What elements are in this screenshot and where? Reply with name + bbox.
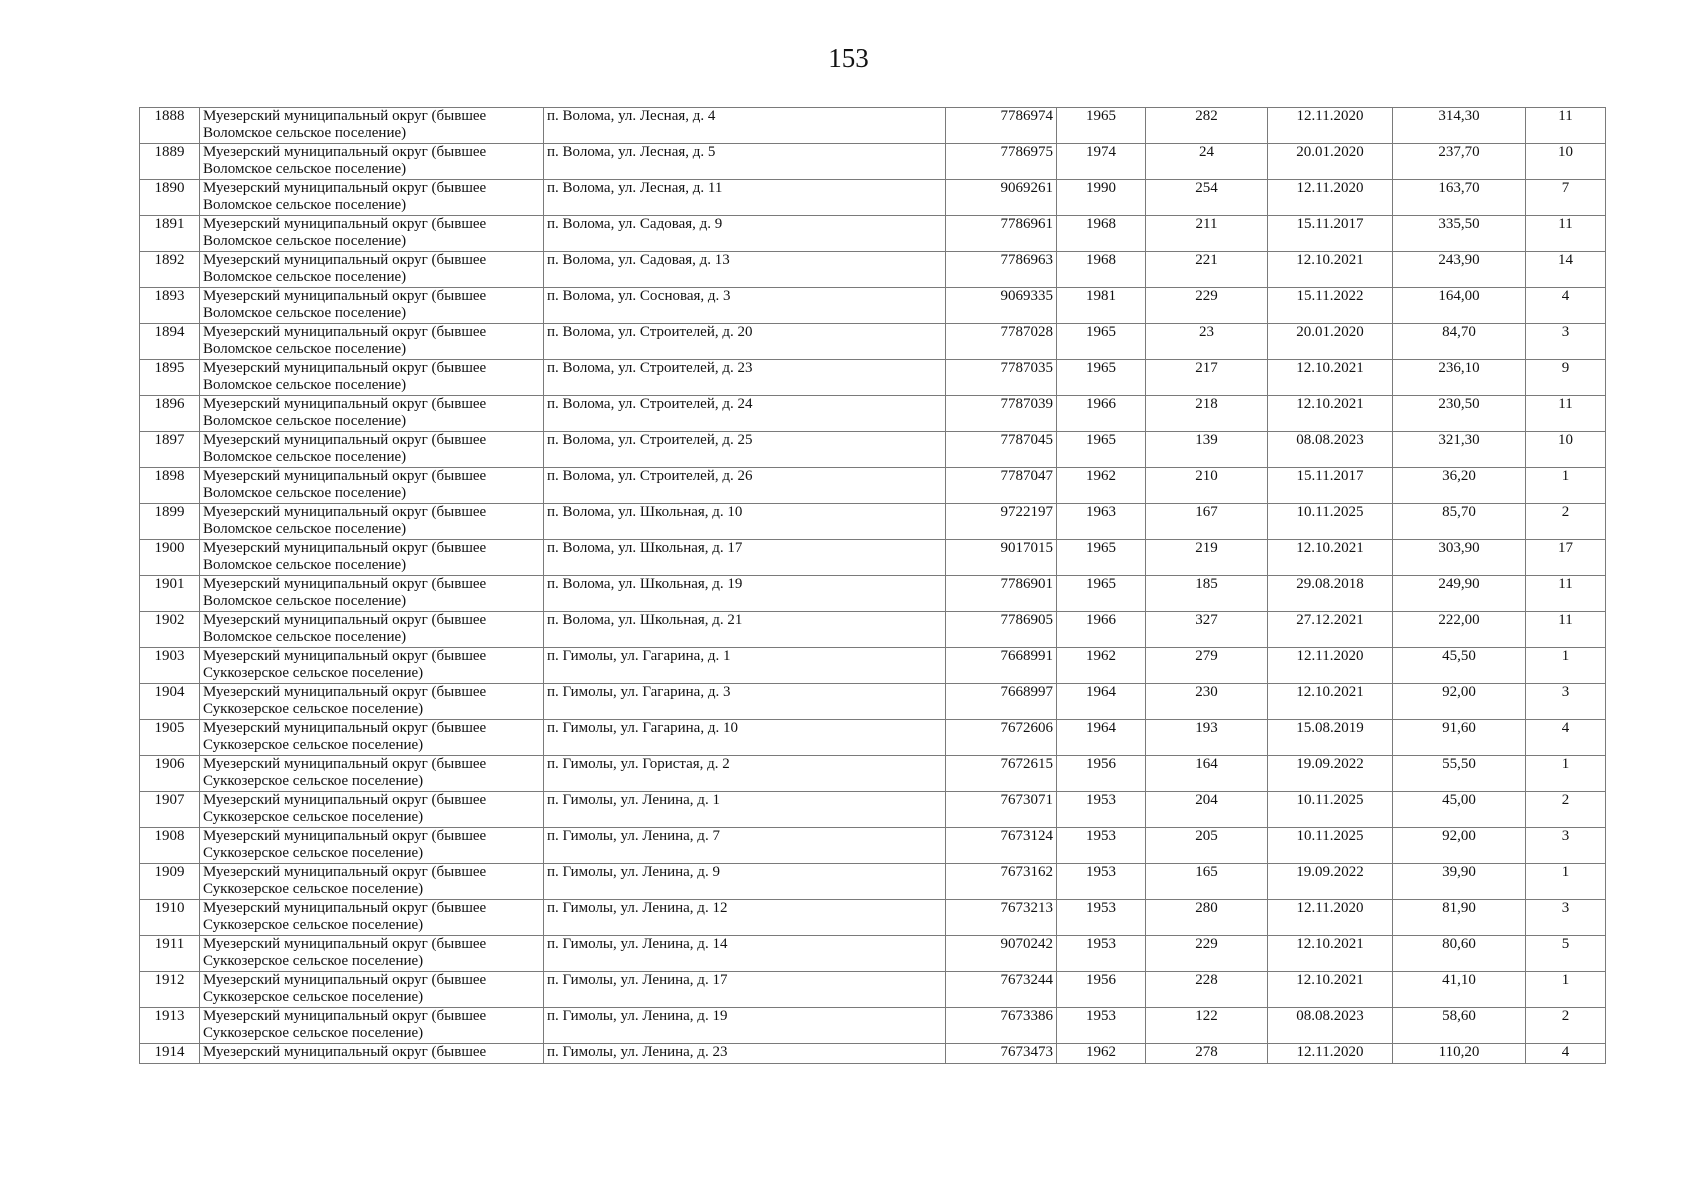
building-code-cell: 7673386 (946, 1008, 1057, 1044)
address-cell: п. Волома, ул. Строителей, д. 23 (544, 360, 946, 396)
building-code-cell: 7786961 (946, 216, 1057, 252)
year-cell: 1953 (1057, 1008, 1146, 1044)
table-row (140, 684, 1606, 720)
row-number-cell: 1907 (140, 792, 200, 828)
address-cell: п. Гимолы, ул. Гагарина, д. 3 (544, 684, 946, 720)
area-cell: 45,00 (1393, 792, 1526, 828)
area-cell: 303,90 (1393, 540, 1526, 576)
date-cell: 12.10.2021 (1268, 252, 1393, 288)
municipality-cell: Муезерский муниципальный округ (бывшее Воломское сельское поселение) (200, 288, 544, 324)
count-cell: 279 (1146, 648, 1268, 684)
table-row (140, 864, 1606, 900)
municipality-cell: Муезерский муниципальный округ (бывшее Суккозерское сельское поселение) (200, 864, 544, 900)
row-number-cell: 1901 (140, 576, 200, 612)
last-value-cell: 1 (1526, 468, 1606, 504)
address-cell: п. Гимолы, ул. Ленина, д. 14 (544, 936, 946, 972)
row-number-cell: 1890 (140, 180, 200, 216)
date-cell: 29.08.2018 (1268, 576, 1393, 612)
row-number-cell: 1909 (140, 864, 200, 900)
building-code-cell: 7786963 (946, 252, 1057, 288)
municipality-cell: Муезерский муниципальный округ (бывшее Воломское сельское поселение) (200, 540, 544, 576)
municipality-cell: Муезерский муниципальный округ (бывшее Воломское сельское поселение) (200, 396, 544, 432)
row-number-cell: 1904 (140, 684, 200, 720)
date-cell: 20.01.2020 (1268, 144, 1393, 180)
municipality-cell: Муезерский муниципальный округ (бывшее Воломское сельское поселение) (200, 180, 544, 216)
date-cell: 12.11.2020 (1268, 648, 1393, 684)
municipality-cell: Муезерский муниципальный округ (бывшее Воломское сельское поселение) (200, 576, 544, 612)
building-code-cell: 9722197 (946, 504, 1057, 540)
last-value-cell: 3 (1526, 684, 1606, 720)
count-cell: 221 (1146, 252, 1268, 288)
table-row (140, 108, 1606, 144)
count-cell: 211 (1146, 216, 1268, 252)
building-code-cell: 7787045 (946, 432, 1057, 468)
year-cell: 1965 (1057, 540, 1146, 576)
municipality-cell: Муезерский муниципальный округ (бывшее Воломское сельское поселение) (200, 108, 544, 144)
address-cell: п. Волома, ул. Строителей, д. 25 (544, 432, 946, 468)
table-row (140, 324, 1606, 360)
area-cell: 81,90 (1393, 900, 1526, 936)
date-cell: 12.10.2021 (1268, 396, 1393, 432)
last-value-cell: 7 (1526, 180, 1606, 216)
count-cell: 254 (1146, 180, 1268, 216)
date-cell: 12.10.2021 (1268, 936, 1393, 972)
address-cell: п. Гимолы, ул. Ленина, д. 9 (544, 864, 946, 900)
date-cell: 12.10.2021 (1268, 684, 1393, 720)
date-cell: 10.11.2025 (1268, 828, 1393, 864)
year-cell: 1953 (1057, 828, 1146, 864)
row-number-cell: 1900 (140, 540, 200, 576)
count-cell: 185 (1146, 576, 1268, 612)
count-cell: 204 (1146, 792, 1268, 828)
building-code-cell: 7786974 (946, 108, 1057, 144)
row-number-cell: 1899 (140, 504, 200, 540)
last-value-cell: 4 (1526, 720, 1606, 756)
municipality-cell: Муезерский муниципальный округ (бывшее Суккозерское сельское поселение) (200, 792, 544, 828)
row-number-cell: 1905 (140, 720, 200, 756)
row-number-cell: 1894 (140, 324, 200, 360)
row-number-cell: 1895 (140, 360, 200, 396)
last-value-cell: 3 (1526, 324, 1606, 360)
year-cell: 1956 (1057, 756, 1146, 792)
table-row (140, 900, 1606, 936)
table-row (140, 1008, 1606, 1044)
area-cell: 84,70 (1393, 324, 1526, 360)
count-cell: 218 (1146, 396, 1268, 432)
table-row (140, 144, 1606, 180)
row-number-cell: 1906 (140, 756, 200, 792)
table-row (140, 432, 1606, 468)
area-cell: 55,50 (1393, 756, 1526, 792)
address-cell: п. Гимолы, ул. Ленина, д. 23 (544, 1044, 946, 1064)
address-cell: п. Гимолы, ул. Ленина, д. 12 (544, 900, 946, 936)
count-cell: 210 (1146, 468, 1268, 504)
table-row (140, 1044, 1606, 1064)
building-code-cell: 7673473 (946, 1044, 1057, 1064)
building-code-cell: 9070242 (946, 936, 1057, 972)
last-value-cell: 4 (1526, 288, 1606, 324)
date-cell: 19.09.2022 (1268, 864, 1393, 900)
last-value-cell: 9 (1526, 360, 1606, 396)
date-cell: 08.08.2023 (1268, 432, 1393, 468)
building-code-cell: 7787028 (946, 324, 1057, 360)
building-code-cell: 9069335 (946, 288, 1057, 324)
last-value-cell: 4 (1526, 1044, 1606, 1064)
count-cell: 327 (1146, 612, 1268, 648)
municipality-cell: Муезерский муниципальный округ (бывшее Суккозерское сельское поселение) (200, 972, 544, 1008)
address-cell: п. Гимолы, ул. Гагарина, д. 1 (544, 648, 946, 684)
table-row (140, 576, 1606, 612)
date-cell: 12.10.2021 (1268, 972, 1393, 1008)
municipality-cell: Муезерский муниципальный округ (бывшее Воломское сельское поселение) (200, 612, 544, 648)
count-cell: 229 (1146, 936, 1268, 972)
address-cell: п. Волома, ул. Лесная, д. 5 (544, 144, 946, 180)
municipality-cell: Муезерский муниципальный округ (бывшее Воломское сельское поселение) (200, 252, 544, 288)
address-cell: п. Волома, ул. Лесная, д. 4 (544, 108, 946, 144)
address-cell: п. Гимолы, ул. Ленина, д. 7 (544, 828, 946, 864)
date-cell: 12.10.2021 (1268, 540, 1393, 576)
date-cell: 27.12.2021 (1268, 612, 1393, 648)
municipality-cell: Муезерский муниципальный округ (бывшее Суккозерское сельское поселение) (200, 828, 544, 864)
address-cell: п. Гимолы, ул. Ленина, д. 1 (544, 792, 946, 828)
page-number: 153 (828, 43, 869, 73)
count-cell: 24 (1146, 144, 1268, 180)
row-number-cell: 1898 (140, 468, 200, 504)
area-cell: 163,70 (1393, 180, 1526, 216)
area-cell: 222,00 (1393, 612, 1526, 648)
last-value-cell: 1 (1526, 972, 1606, 1008)
table-row (140, 720, 1606, 756)
municipality-cell: Муезерский муниципальный округ (бывшее Воломское сельское поселение) (200, 216, 544, 252)
table-row (140, 756, 1606, 792)
municipality-cell: Муезерский муниципальный округ (бывшее Суккозерское сельское поселение) (200, 900, 544, 936)
count-cell: 219 (1146, 540, 1268, 576)
date-cell: 08.08.2023 (1268, 1008, 1393, 1044)
year-cell: 1965 (1057, 576, 1146, 612)
last-value-cell: 10 (1526, 144, 1606, 180)
count-cell: 164 (1146, 756, 1268, 792)
last-value-cell: 3 (1526, 828, 1606, 864)
table-row (140, 468, 1606, 504)
row-number-cell: 1897 (140, 432, 200, 468)
row-number-cell: 1891 (140, 216, 200, 252)
building-code-cell: 7668997 (946, 684, 1057, 720)
table-row (140, 252, 1606, 288)
building-code-cell: 7786975 (946, 144, 1057, 180)
date-cell: 15.11.2017 (1268, 468, 1393, 504)
area-cell: 335,50 (1393, 216, 1526, 252)
date-cell: 12.11.2020 (1268, 180, 1393, 216)
municipality-cell: Муезерский муниципальный округ (бывшее Воломское сельское поселение) (200, 432, 544, 468)
area-cell: 45,50 (1393, 648, 1526, 684)
date-cell: 15.11.2022 (1268, 288, 1393, 324)
last-value-cell: 1 (1526, 756, 1606, 792)
address-cell: п. Волома, ул. Садовая, д. 9 (544, 216, 946, 252)
table-row (140, 540, 1606, 576)
year-cell: 1981 (1057, 288, 1146, 324)
address-cell: п. Волома, ул. Школьная, д. 17 (544, 540, 946, 576)
table-row (140, 396, 1606, 432)
year-cell: 1966 (1057, 612, 1146, 648)
area-cell: 92,00 (1393, 684, 1526, 720)
last-value-cell: 11 (1526, 396, 1606, 432)
municipality-cell: Муезерский муниципальный округ (бывшее Воломское сельское поселение) (200, 504, 544, 540)
area-cell: 80,60 (1393, 936, 1526, 972)
building-code-cell: 7673213 (946, 900, 1057, 936)
area-cell: 243,90 (1393, 252, 1526, 288)
table-row (140, 972, 1606, 1008)
last-value-cell: 11 (1526, 576, 1606, 612)
year-cell: 1965 (1057, 108, 1146, 144)
address-cell: п. Волома, ул. Строителей, д. 20 (544, 324, 946, 360)
last-value-cell: 11 (1526, 612, 1606, 648)
count-cell: 205 (1146, 828, 1268, 864)
year-cell: 1953 (1057, 900, 1146, 936)
building-code-cell: 7673244 (946, 972, 1057, 1008)
row-number-cell: 1913 (140, 1008, 200, 1044)
municipality-cell: Муезерский муниципальный округ (бывшее Воломское сельское поселение) (200, 324, 544, 360)
last-value-cell: 3 (1526, 900, 1606, 936)
building-code-cell: 7787039 (946, 396, 1057, 432)
address-cell: п. Волома, ул. Садовая, д. 13 (544, 252, 946, 288)
count-cell: 228 (1146, 972, 1268, 1008)
address-cell: п. Гимолы, ул. Гористая, д. 2 (544, 756, 946, 792)
count-cell: 122 (1146, 1008, 1268, 1044)
last-value-cell: 5 (1526, 936, 1606, 972)
building-code-cell: 7787035 (946, 360, 1057, 396)
address-cell: п. Волома, ул. Школьная, д. 19 (544, 576, 946, 612)
address-cell: п. Гимолы, ул. Ленина, д. 17 (544, 972, 946, 1008)
year-cell: 1953 (1057, 792, 1146, 828)
municipality-cell: Муезерский муниципальный округ (бывшее Суккозерское сельское поселение) (200, 648, 544, 684)
table-row (140, 648, 1606, 684)
building-code-cell: 9017015 (946, 540, 1057, 576)
municipality-cell: Муезерский муниципальный округ (бывшее Воломское сельское поселение) (200, 468, 544, 504)
address-cell: п. Гимолы, ул. Гагарина, д. 10 (544, 720, 946, 756)
address-cell: п. Волома, ул. Сосновая, д. 3 (544, 288, 946, 324)
municipality-cell: Муезерский муниципальный округ (бывшее Суккозерское сельское поселение) (200, 684, 544, 720)
table-row (140, 504, 1606, 540)
row-number-cell: 1892 (140, 252, 200, 288)
area-cell: 39,90 (1393, 864, 1526, 900)
date-cell: 12.10.2021 (1268, 360, 1393, 396)
date-cell: 10.11.2025 (1268, 504, 1393, 540)
address-cell: п. Волома, ул. Строителей, д. 24 (544, 396, 946, 432)
table-row (140, 216, 1606, 252)
last-value-cell: 2 (1526, 504, 1606, 540)
row-number-cell: 1908 (140, 828, 200, 864)
municipality-cell: Муезерский муниципальный округ (бывшее Суккозерское сельское поселение) (200, 720, 544, 756)
area-cell: 321,30 (1393, 432, 1526, 468)
year-cell: 1965 (1057, 324, 1146, 360)
count-cell: 217 (1146, 360, 1268, 396)
date-cell: 10.11.2025 (1268, 792, 1393, 828)
year-cell: 1962 (1057, 648, 1146, 684)
year-cell: 1963 (1057, 504, 1146, 540)
area-cell: 58,60 (1393, 1008, 1526, 1044)
date-cell: 15.11.2017 (1268, 216, 1393, 252)
row-number-cell: 1914 (140, 1044, 200, 1064)
building-code-cell: 7786901 (946, 576, 1057, 612)
table-row (140, 288, 1606, 324)
building-code-cell: 7673124 (946, 828, 1057, 864)
count-cell: 139 (1146, 432, 1268, 468)
year-cell: 1962 (1057, 1044, 1146, 1064)
last-value-cell: 1 (1526, 864, 1606, 900)
last-value-cell: 17 (1526, 540, 1606, 576)
row-number-cell: 1911 (140, 936, 200, 972)
date-cell: 19.09.2022 (1268, 756, 1393, 792)
area-cell: 91,60 (1393, 720, 1526, 756)
building-code-cell: 7786905 (946, 612, 1057, 648)
date-cell: 12.11.2020 (1268, 1044, 1393, 1064)
date-cell: 12.11.2020 (1268, 900, 1393, 936)
area-cell: 230,50 (1393, 396, 1526, 432)
year-cell: 1956 (1057, 972, 1146, 1008)
municipality-cell: Муезерский муниципальный округ (бывшее Суккозерское сельское поселение) (200, 936, 544, 972)
address-cell: п. Волома, ул. Школьная, д. 10 (544, 504, 946, 540)
count-cell: 280 (1146, 900, 1268, 936)
date-cell: 15.08.2019 (1268, 720, 1393, 756)
building-code-cell: 7672606 (946, 720, 1057, 756)
municipality-cell: Муезерский муниципальный округ (бывшее Суккозерское сельское поселение) (200, 1008, 544, 1044)
year-cell: 1990 (1057, 180, 1146, 216)
year-cell: 1968 (1057, 252, 1146, 288)
area-cell: 164,00 (1393, 288, 1526, 324)
last-value-cell: 2 (1526, 792, 1606, 828)
last-value-cell: 1 (1526, 648, 1606, 684)
table-row (140, 936, 1606, 972)
last-value-cell: 2 (1526, 1008, 1606, 1044)
row-number-cell: 1912 (140, 972, 200, 1008)
area-cell: 236,10 (1393, 360, 1526, 396)
housing-registry-table (139, 107, 1606, 1064)
last-value-cell: 14 (1526, 252, 1606, 288)
table-row (140, 828, 1606, 864)
municipality-cell: Муезерский муниципальный округ (бывшее (200, 1044, 544, 1064)
table-row (140, 360, 1606, 396)
count-cell: 165 (1146, 864, 1268, 900)
row-number-cell: 1903 (140, 648, 200, 684)
count-cell: 229 (1146, 288, 1268, 324)
building-code-cell: 7668991 (946, 648, 1057, 684)
area-cell: 92,00 (1393, 828, 1526, 864)
count-cell: 23 (1146, 324, 1268, 360)
row-number-cell: 1888 (140, 108, 200, 144)
row-number-cell: 1902 (140, 612, 200, 648)
area-cell: 237,70 (1393, 144, 1526, 180)
year-cell: 1964 (1057, 684, 1146, 720)
area-cell: 36,20 (1393, 468, 1526, 504)
table-row (140, 792, 1606, 828)
area-cell: 110,20 (1393, 1044, 1526, 1064)
building-code-cell: 9069261 (946, 180, 1057, 216)
date-cell: 12.11.2020 (1268, 108, 1393, 144)
row-number-cell: 1896 (140, 396, 200, 432)
year-cell: 1953 (1057, 864, 1146, 900)
year-cell: 1968 (1057, 216, 1146, 252)
table-row (140, 180, 1606, 216)
registry-body (140, 108, 1606, 1064)
year-cell: 1974 (1057, 144, 1146, 180)
row-number-cell: 1910 (140, 900, 200, 936)
count-cell: 167 (1146, 504, 1268, 540)
building-code-cell: 7673162 (946, 864, 1057, 900)
year-cell: 1964 (1057, 720, 1146, 756)
year-cell: 1966 (1057, 396, 1146, 432)
area-cell: 249,90 (1393, 576, 1526, 612)
year-cell: 1965 (1057, 432, 1146, 468)
date-cell: 20.01.2020 (1268, 324, 1393, 360)
area-cell: 314,30 (1393, 108, 1526, 144)
year-cell: 1953 (1057, 936, 1146, 972)
row-number-cell: 1889 (140, 144, 200, 180)
building-code-cell: 7787047 (946, 468, 1057, 504)
address-cell: п. Волома, ул. Лесная, д. 11 (544, 180, 946, 216)
count-cell: 282 (1146, 108, 1268, 144)
year-cell: 1962 (1057, 468, 1146, 504)
row-number-cell: 1893 (140, 288, 200, 324)
table-row (140, 612, 1606, 648)
municipality-cell: Муезерский муниципальный округ (бывшее Суккозерское сельское поселение) (200, 756, 544, 792)
building-code-cell: 7673071 (946, 792, 1057, 828)
municipality-cell: Муезерский муниципальный округ (бывшее Воломское сельское поселение) (200, 360, 544, 396)
address-cell: п. Гимолы, ул. Ленина, д. 19 (544, 1008, 946, 1044)
last-value-cell: 11 (1526, 108, 1606, 144)
last-value-cell: 11 (1526, 216, 1606, 252)
year-cell: 1965 (1057, 360, 1146, 396)
area-cell: 85,70 (1393, 504, 1526, 540)
count-cell: 278 (1146, 1044, 1268, 1064)
last-value-cell: 10 (1526, 432, 1606, 468)
address-cell: п. Волома, ул. Строителей, д. 26 (544, 468, 946, 504)
area-cell: 41,10 (1393, 972, 1526, 1008)
count-cell: 193 (1146, 720, 1268, 756)
building-code-cell: 7672615 (946, 756, 1057, 792)
address-cell: п. Волома, ул. Школьная, д. 21 (544, 612, 946, 648)
municipality-cell: Муезерский муниципальный округ (бывшее Воломское сельское поселение) (200, 144, 544, 180)
count-cell: 230 (1146, 684, 1268, 720)
